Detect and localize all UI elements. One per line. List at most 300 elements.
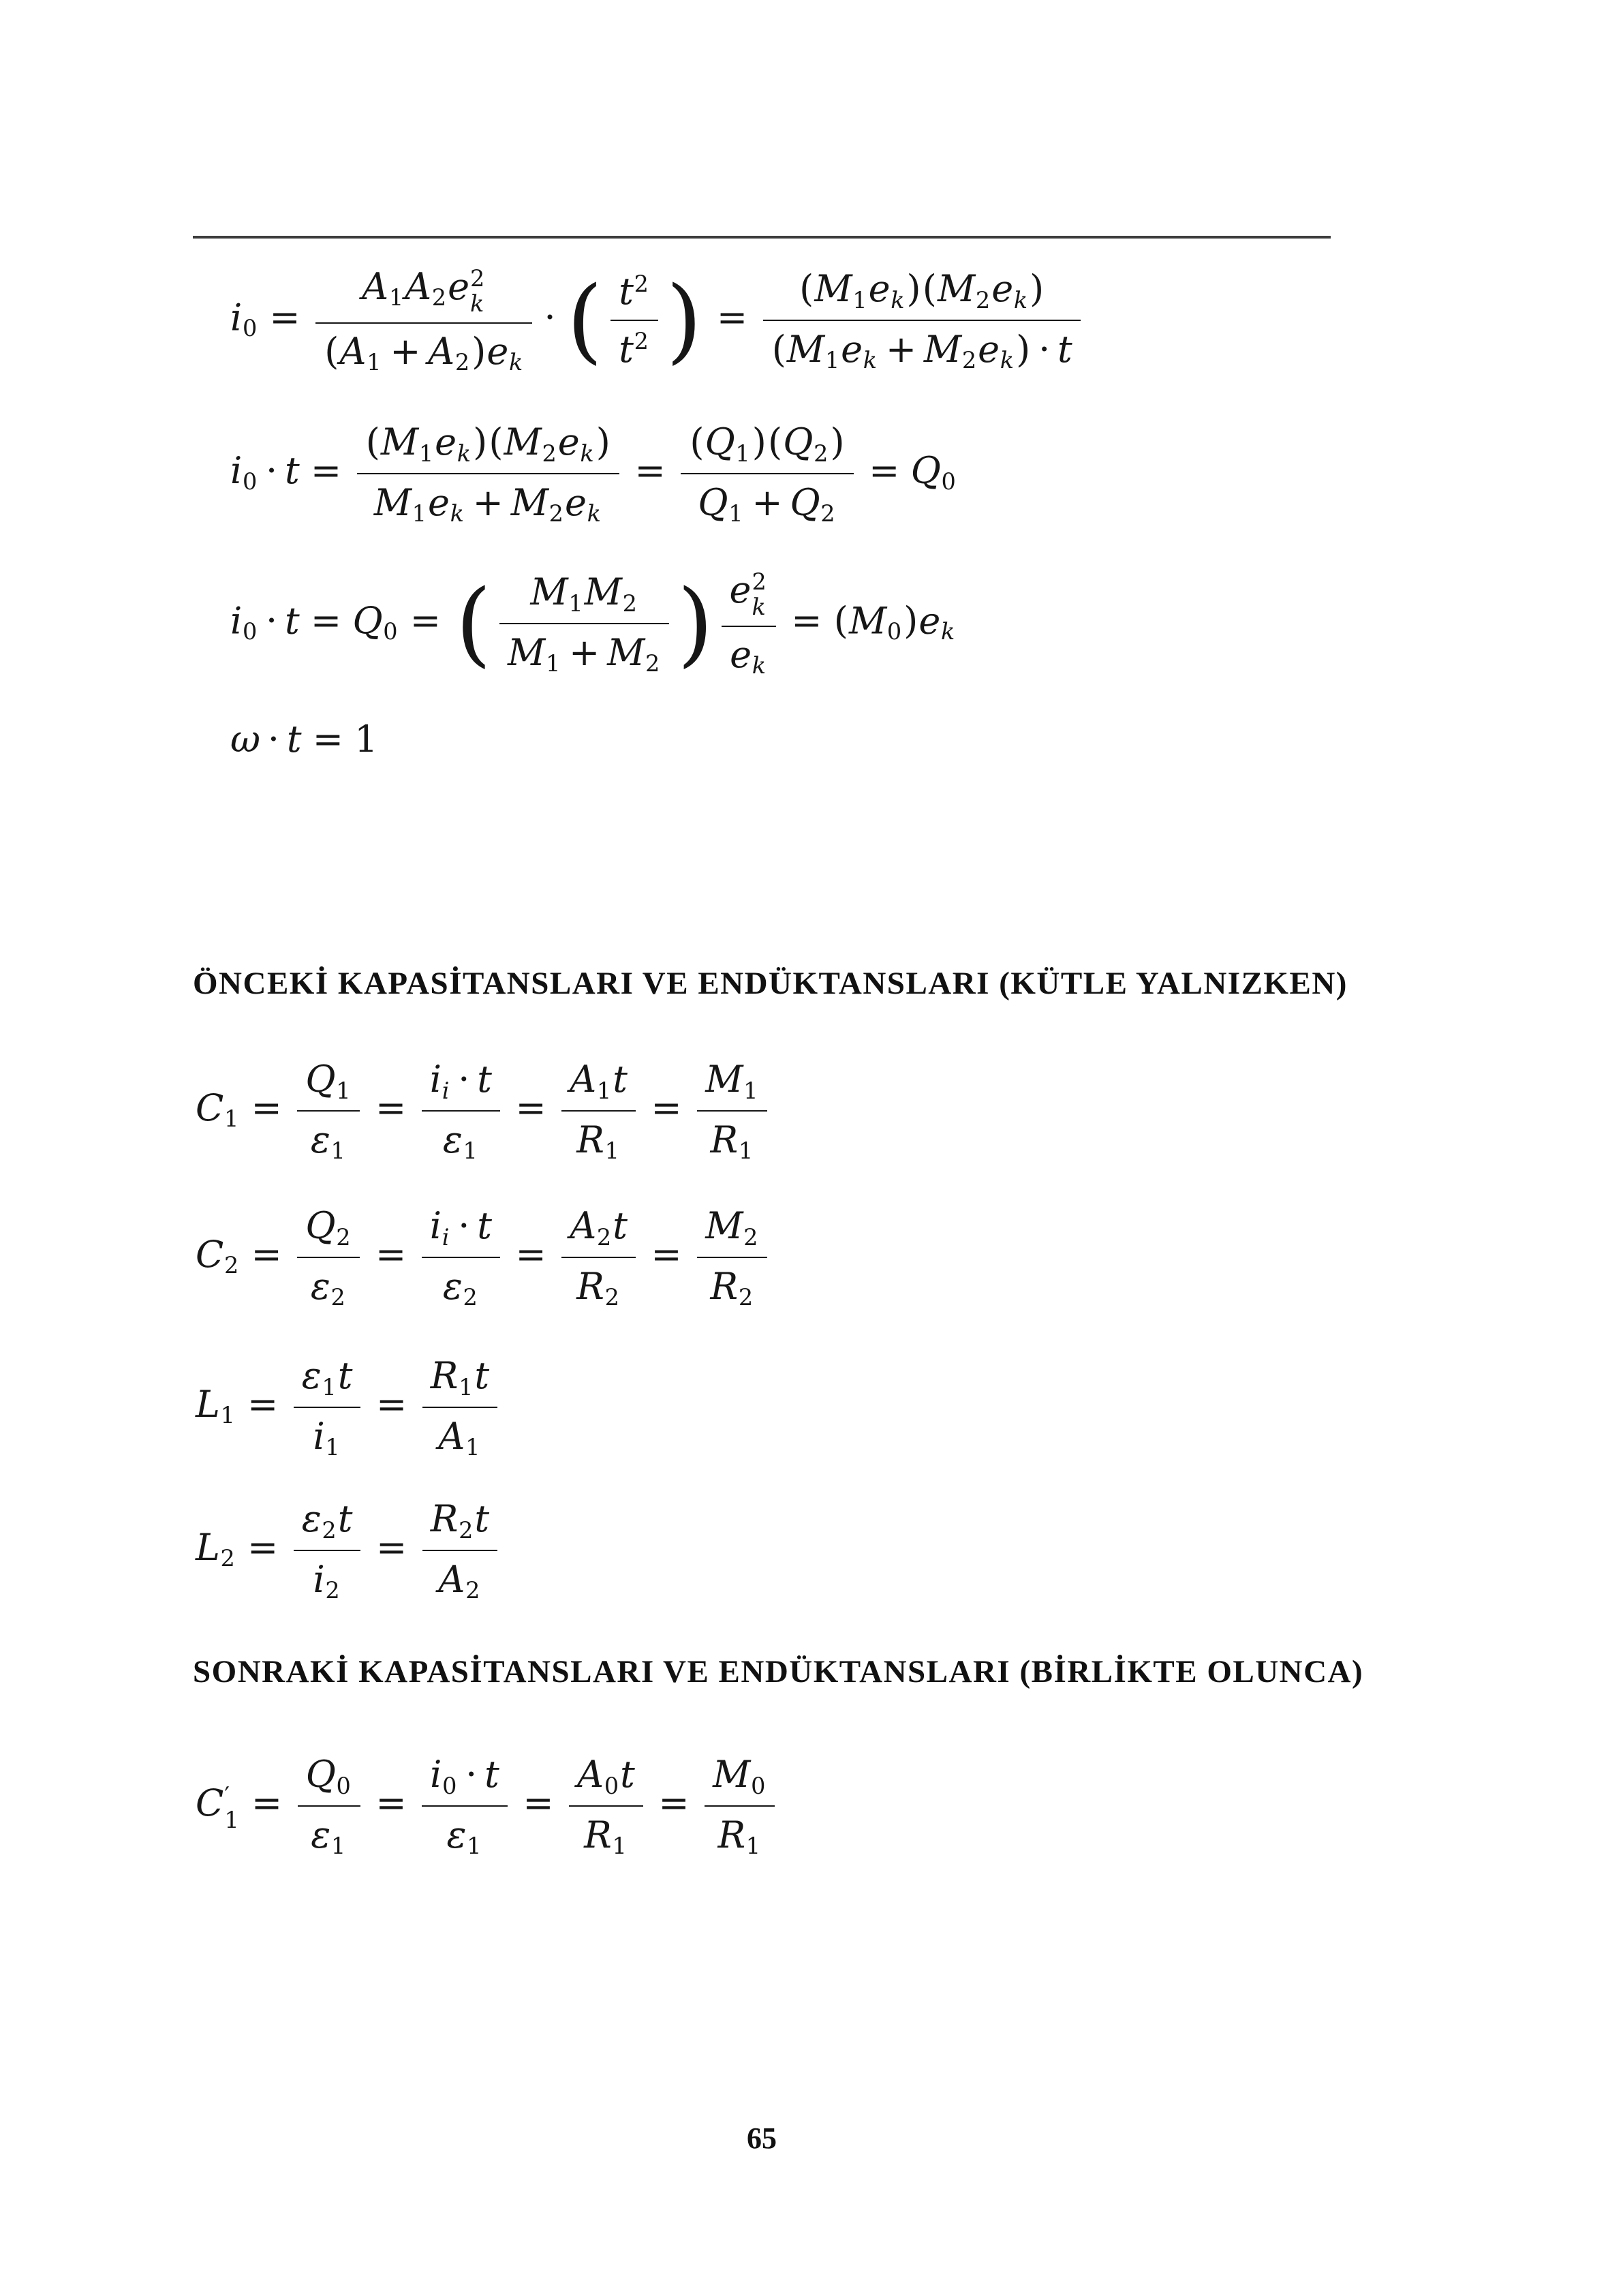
math-subscript: 1 <box>728 500 743 527</box>
math-variable: t <box>613 1204 628 1248</box>
math-paren: ) <box>596 420 610 464</box>
math-variable: t <box>474 1497 490 1541</box>
math-subscript: 2 <box>325 1576 340 1604</box>
numerator <box>499 569 669 623</box>
math-subscript: 0 <box>383 618 398 645</box>
math-variable: M <box>510 480 549 524</box>
equation-c1-prime <box>196 1748 779 1864</box>
math-variable: M <box>530 570 568 614</box>
math-variable: i <box>430 1753 442 1796</box>
math-variable: e <box>918 599 941 642</box>
denominator <box>722 626 776 681</box>
denominator <box>681 473 853 528</box>
fraction <box>294 1353 360 1462</box>
math-variable: i <box>230 449 243 492</box>
math-variable: t <box>285 449 300 492</box>
numerator <box>315 264 532 322</box>
math-operator: = <box>869 449 900 492</box>
math-variable: M <box>584 570 622 614</box>
math-subscript: 1 <box>612 1832 627 1859</box>
math-row <box>196 1751 779 1861</box>
denominator <box>294 1407 360 1462</box>
math-variable: Q <box>790 480 820 524</box>
math-variable: M <box>607 630 645 674</box>
fraction <box>357 419 619 528</box>
fraction <box>697 1203 767 1312</box>
denominator <box>422 1110 500 1165</box>
math-row <box>196 1496 501 1605</box>
math-variable: t <box>477 1204 492 1248</box>
math-subscript: 2 <box>336 1223 351 1251</box>
math-subscript: 0 <box>442 1772 457 1799</box>
fraction <box>297 1203 360 1312</box>
math-subscript: 2 <box>459 1516 474 1544</box>
numerator <box>569 1751 643 1805</box>
math-subscript: 2 <box>622 590 637 617</box>
math-variable: Q <box>305 1204 336 1248</box>
math-paren: ) <box>830 420 845 464</box>
math-variable: ε <box>301 1354 322 1398</box>
math-variable: A <box>570 1058 597 1101</box>
math-paren: ( <box>922 267 937 311</box>
math-operator: = <box>251 1086 282 1129</box>
math-operator: + <box>752 480 783 524</box>
math-operator: + <box>569 630 600 674</box>
numerator <box>422 1203 500 1257</box>
math-superscript: 2 <box>470 265 485 292</box>
denominator <box>357 473 619 528</box>
math-variable: e <box>841 327 863 371</box>
math-subscript: k <box>752 594 766 621</box>
math-variable: t <box>619 327 634 371</box>
fraction <box>422 1056 500 1165</box>
math-subscript: 2 <box>220 1545 235 1572</box>
math-subscript: 1 <box>467 1832 482 1859</box>
math-subscript: 2 <box>961 346 977 373</box>
math-variable: L <box>196 1526 220 1569</box>
math-operator: = <box>791 599 822 642</box>
math-variable: ε <box>442 1264 463 1308</box>
fraction <box>561 1203 635 1312</box>
math-subscript: 1 <box>568 590 583 617</box>
denominator <box>697 1110 767 1165</box>
math-row <box>196 1203 772 1312</box>
math-paren: ( <box>690 420 705 464</box>
math-subscript: k <box>891 286 905 313</box>
fraction <box>697 1056 767 1165</box>
math-subscript: 1 <box>852 286 867 313</box>
math-operator: · <box>267 718 280 761</box>
math-operator: = <box>658 1781 690 1824</box>
math-subsup <box>470 266 484 317</box>
math-variable: M <box>848 599 887 642</box>
math-variable: ε <box>446 1813 467 1856</box>
math-operator: = <box>375 1526 407 1569</box>
math-row <box>230 419 957 528</box>
denominator <box>315 322 532 378</box>
math-operator: + <box>885 327 917 371</box>
math-operator: · <box>266 599 278 642</box>
math-operator: = <box>651 1233 682 1276</box>
fraction <box>422 1496 497 1605</box>
math-variable: e <box>868 267 891 311</box>
math-row <box>196 1353 501 1462</box>
math-variable: L <box>196 1383 220 1426</box>
math-operator: = <box>375 1383 407 1426</box>
math-operator: · <box>544 296 556 339</box>
math-subscript: 2 <box>542 440 557 467</box>
fraction <box>610 269 658 372</box>
math-subscript: 1 <box>367 349 382 376</box>
math-variable: Q <box>705 420 735 464</box>
math-variable: i <box>230 599 243 642</box>
math-variable: e <box>978 327 1000 371</box>
math-variable: A <box>339 330 367 373</box>
math-subsup <box>752 570 766 620</box>
math-operator: = <box>247 1383 279 1426</box>
math-operator: + <box>390 330 421 373</box>
math-paren: ( <box>365 420 380 464</box>
math-row <box>230 716 378 763</box>
page-number: 65 <box>747 2122 777 2155</box>
math-subscript: 1 <box>463 1137 478 1164</box>
math-variable: M <box>923 327 962 371</box>
math-paren: ( <box>768 420 783 464</box>
math-operator: = <box>375 1781 407 1824</box>
numerator <box>298 1751 360 1805</box>
math-variable: t <box>620 1753 635 1796</box>
math-variable: M <box>380 420 419 464</box>
math-variable: A <box>362 264 389 308</box>
math-variable: A <box>428 330 455 373</box>
fraction <box>763 266 1081 375</box>
math-variable: R <box>584 1813 612 1856</box>
math-variable: ε <box>310 1264 330 1308</box>
math-variable: A <box>570 1204 597 1248</box>
math-variable: C <box>196 1233 224 1276</box>
math-subscript: k <box>1000 346 1015 373</box>
numerator <box>422 1056 500 1110</box>
math-superscript: 2 <box>634 270 649 297</box>
equation-l1 <box>196 1349 501 1465</box>
math-variable: A <box>405 264 432 308</box>
math-operator: · <box>458 1204 470 1248</box>
math-subscript: 0 <box>242 468 258 495</box>
math-subscript: 1 <box>596 1077 612 1104</box>
math-subscript: 1 <box>336 1077 351 1104</box>
math-subscript: 0 <box>242 618 258 645</box>
math-subscript: k <box>457 440 472 467</box>
math-subscript: 2 <box>465 1576 480 1604</box>
fraction <box>499 569 669 678</box>
denominator <box>297 1110 360 1165</box>
math-operator: = <box>269 296 300 339</box>
numerator <box>422 1751 507 1805</box>
math-operator: = <box>716 296 748 339</box>
math-subscript: 1 <box>223 1105 239 1133</box>
fraction <box>422 1203 500 1312</box>
math-subscript: 2 <box>820 500 835 527</box>
math-variable: ε <box>311 1813 331 1856</box>
numerator <box>610 269 658 320</box>
math-operator: = <box>247 1526 279 1569</box>
math-paren: ) <box>752 420 767 464</box>
fraction <box>681 419 853 528</box>
numerator <box>294 1353 360 1407</box>
math-variable: ε <box>301 1497 322 1541</box>
math-operator: = <box>375 1233 407 1276</box>
math-subscript: 1 <box>738 1137 754 1164</box>
math-variable: t <box>477 1058 492 1101</box>
math-subscript: 1 <box>325 1433 340 1460</box>
math-operator: · <box>266 449 278 492</box>
equation-i0-definition <box>230 262 1085 378</box>
denominator <box>294 1550 360 1605</box>
math-variable: t <box>285 599 300 642</box>
math-variable: t <box>337 1497 353 1541</box>
math-variable: M <box>786 327 825 371</box>
numerator <box>763 266 1081 320</box>
math-variable: t <box>337 1354 353 1398</box>
equation-c1 <box>196 1053 772 1169</box>
math-subscript: 2 <box>463 1283 478 1311</box>
numerator <box>297 1056 360 1110</box>
fraction <box>569 1751 643 1861</box>
math-variable: t <box>619 269 634 313</box>
math-subscript: 2 <box>548 500 563 527</box>
math-superscript: 2 <box>752 568 767 596</box>
fraction <box>315 264 532 378</box>
fraction <box>561 1056 635 1165</box>
math-operator: · <box>1038 327 1051 371</box>
math-subscript: 2 <box>223 1252 239 1279</box>
math-variable: A <box>438 1414 465 1458</box>
math-subscript: 2 <box>431 284 447 311</box>
math-variable: e <box>729 568 752 611</box>
math-variable: Q <box>305 1753 336 1796</box>
math-subscript: 1 <box>465 1433 480 1460</box>
equation-i0t-q0 <box>230 416 957 532</box>
math-subscript: k <box>470 290 484 318</box>
math-paren: ( <box>833 599 848 642</box>
math-variable: ε <box>442 1118 463 1161</box>
denominator <box>561 1257 635 1312</box>
math-operator: = <box>523 1781 554 1824</box>
math-row <box>196 1056 772 1165</box>
math-subscript: i <box>442 1223 450 1251</box>
math-subscript: 2 <box>330 1283 345 1311</box>
denominator <box>610 320 658 372</box>
math-variable: R <box>710 1264 739 1308</box>
math-variable: t <box>474 1354 490 1398</box>
math-subscript: k <box>1013 286 1028 313</box>
numerator <box>561 1056 635 1110</box>
math-subscript: 2 <box>645 649 660 677</box>
math-superscript: 2 <box>634 328 649 355</box>
math-subsup <box>224 1781 239 1834</box>
math-subscript: i <box>442 1077 450 1104</box>
math-paren: ) <box>473 420 488 464</box>
math-variable: i <box>313 1557 325 1601</box>
math-subscript: k <box>752 652 767 679</box>
math-subscript: k <box>450 500 464 527</box>
math-subscript: 0 <box>604 1772 619 1799</box>
equation-c2 <box>196 1199 772 1315</box>
math-operator: = <box>651 1086 682 1129</box>
math-paren: ) <box>1030 267 1045 311</box>
fraction <box>722 567 776 681</box>
math-subscript: 1 <box>459 1373 474 1400</box>
math-variable: R <box>717 1813 746 1856</box>
math-operator: = <box>515 1233 546 1276</box>
math-variable: R <box>430 1354 459 1398</box>
math-operator: = <box>310 599 342 642</box>
denominator <box>422 1805 507 1861</box>
numerator <box>422 1353 497 1407</box>
math-variable: Q <box>698 480 728 524</box>
denominator <box>297 1257 360 1312</box>
math-subscript: 1 <box>824 346 840 373</box>
math-variable: M <box>705 1204 743 1248</box>
math-subscript: k <box>941 618 955 645</box>
math-variable: Q <box>352 599 383 642</box>
math-number: 1 <box>354 718 378 761</box>
math-variable: Q <box>305 1058 336 1101</box>
math-subscript: 1 <box>224 1807 239 1834</box>
math-operator: = <box>375 1086 407 1129</box>
math-variable: e <box>427 480 450 524</box>
math-subscript: 2 <box>322 1516 337 1544</box>
numerator <box>681 419 853 473</box>
math-variable: R <box>710 1118 739 1161</box>
math-subscript: k <box>863 346 878 373</box>
math-subscript: 2 <box>604 1283 619 1311</box>
math-subscript: 1 <box>388 284 404 311</box>
math-row <box>230 567 956 681</box>
math-paren: ( <box>771 327 786 371</box>
fraction <box>422 1353 497 1462</box>
math-variable: A <box>438 1557 465 1601</box>
math-operator: + <box>472 480 504 524</box>
math-superscript: ′ <box>224 1781 230 1809</box>
denominator <box>561 1110 635 1165</box>
numerator <box>697 1056 767 1110</box>
denominator <box>569 1805 643 1861</box>
math-subscript: 2 <box>738 1283 754 1311</box>
math-subscript: 0 <box>751 1772 766 1799</box>
section-heading-onceki: ÖNCEKİ KAPASİTANSLARI VE ENDÜKTANSLARI (KÜTLE YALNIZKEN) <box>193 966 1348 1001</box>
denominator <box>499 623 669 678</box>
math-variable: e <box>730 633 752 677</box>
numerator <box>705 1751 775 1805</box>
numerator <box>561 1203 635 1257</box>
math-subscript: k <box>587 500 601 527</box>
math-subscript: 1 <box>412 500 427 527</box>
math-variable: R <box>430 1497 459 1541</box>
math-subscript: 1 <box>735 440 750 467</box>
math-variable: M <box>507 630 546 674</box>
math-operator: · <box>458 1058 470 1101</box>
math-variable: ε <box>310 1118 330 1161</box>
math-subscript: 1 <box>604 1137 619 1164</box>
math-paren: ) <box>472 330 486 373</box>
math-subscript: 2 <box>596 1223 612 1251</box>
math-paren: ) <box>1016 327 1031 371</box>
math-operator: = <box>312 718 343 761</box>
math-variable: t <box>484 1753 499 1796</box>
math-variable: e <box>564 480 587 524</box>
math-subscript: 1 <box>220 1402 235 1429</box>
math-variable: e <box>557 420 580 464</box>
denominator <box>697 1257 767 1312</box>
equation-omega-t <box>230 682 378 797</box>
math-paren: ( <box>324 330 339 373</box>
big-paren: ( <box>455 570 492 677</box>
math-operator: = <box>251 1233 282 1276</box>
header-rule <box>193 236 1331 239</box>
math-subscript: k <box>509 349 523 376</box>
numerator <box>722 567 776 626</box>
numerator <box>357 419 619 473</box>
denominator <box>763 320 1081 375</box>
math-operator: = <box>515 1086 546 1129</box>
math-subscript: 1 <box>330 1137 345 1164</box>
denominator <box>422 1550 497 1605</box>
big-paren: ) <box>677 570 713 677</box>
math-variable: Q <box>910 449 941 492</box>
math-variable: A <box>577 1753 604 1796</box>
math-paren: ( <box>799 267 814 311</box>
section-heading-sonraki: SONRAKİ KAPASİTANSLARI VE ENDÜKTANSLARI (BİRLİKTE OLUNCA) <box>193 1654 1364 1689</box>
big-paren: ( <box>566 266 603 373</box>
math-variable: M <box>814 267 852 311</box>
numerator <box>297 1203 360 1257</box>
math-subscript: 2 <box>454 349 470 376</box>
math-variable: e <box>486 330 509 373</box>
equation-i0t-m0 <box>230 566 956 682</box>
denominator <box>705 1805 775 1861</box>
math-variable: e <box>448 264 470 308</box>
math-variable: C <box>196 1086 224 1129</box>
math-variable: i <box>230 296 243 339</box>
math-subscript: 0 <box>941 468 956 495</box>
math-operator: = <box>251 1781 283 1824</box>
math-operator: = <box>310 449 342 492</box>
page-number-area <box>193 2121 1331 2156</box>
math-variable: i <box>429 1204 442 1248</box>
math-paren: ) <box>906 267 921 311</box>
math-subscript: 0 <box>336 1772 351 1799</box>
math-variable: i <box>429 1058 442 1101</box>
math-subscript: 1 <box>322 1373 337 1400</box>
math-variable: M <box>937 267 976 311</box>
math-variable: e <box>991 267 1014 311</box>
fraction <box>705 1751 775 1861</box>
numerator <box>697 1203 767 1257</box>
math-row <box>230 264 1085 378</box>
math-operator: = <box>409 599 441 642</box>
math-variable: R <box>576 1118 604 1161</box>
math-subscript: 1 <box>418 440 434 467</box>
math-variable: t <box>286 718 302 761</box>
math-operator: · <box>465 1753 478 1796</box>
numerator <box>422 1496 497 1550</box>
math-subscript: 0 <box>242 315 258 342</box>
math-subscript: 1 <box>745 1832 761 1859</box>
math-variable: Q <box>783 420 814 464</box>
math-variable: t <box>1057 327 1072 371</box>
fraction <box>298 1751 360 1861</box>
